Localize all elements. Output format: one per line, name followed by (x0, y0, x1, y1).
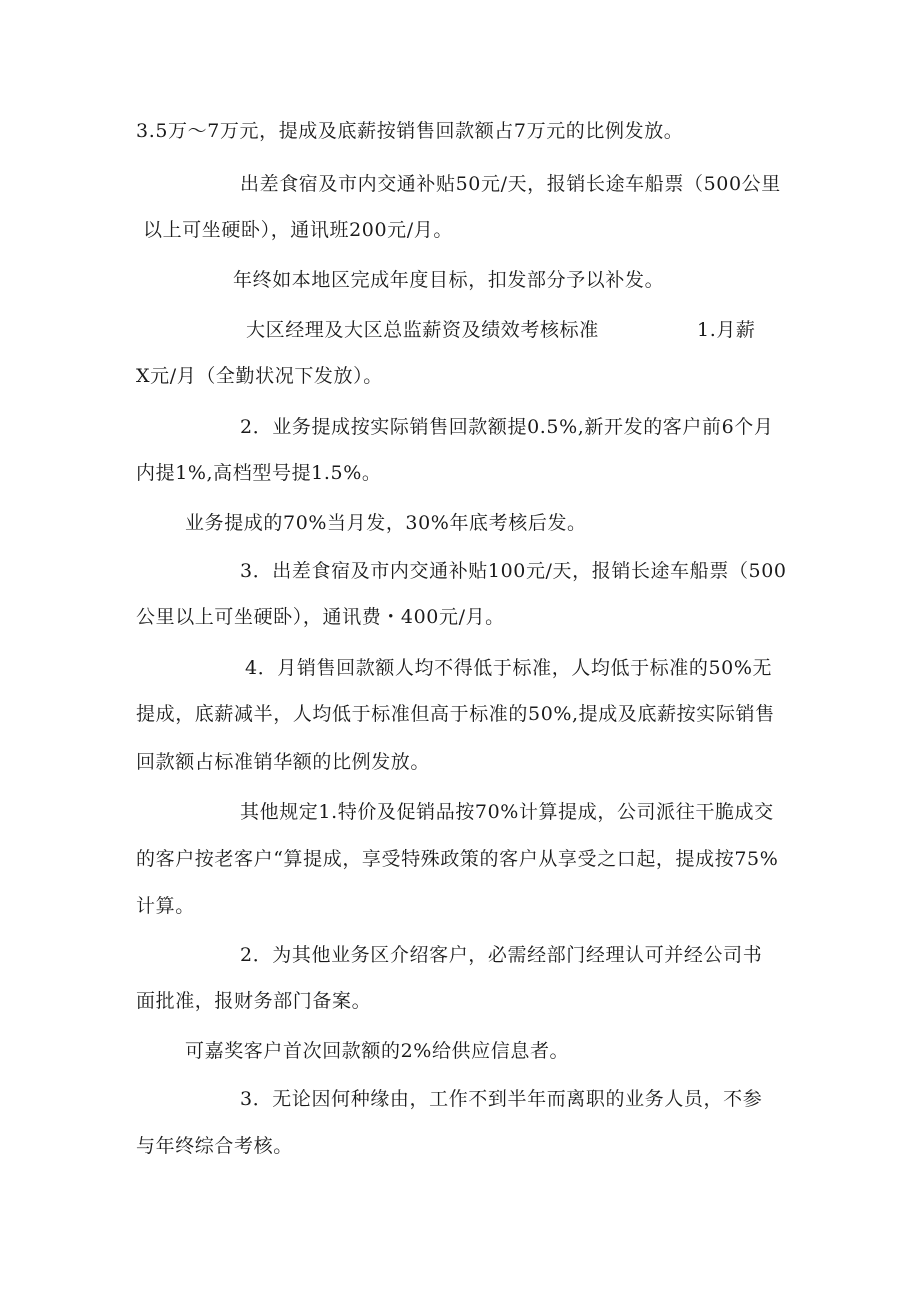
text-line-16: 其他规定1.特价及促销品按70%计算提成，公司派往干脆成交 (240, 801, 774, 823)
text-line-19: 2．为其他业务区介绍客户，必需经部门经理认可并经公司书 (240, 944, 763, 966)
text-line-14: 提成，底薪减半，人均低于标准但高于标准的50%,提成及底薪按实际销售 (136, 703, 775, 725)
text-line-10: 业务提成的70%当月发，30%年底考核后发。 (185, 512, 587, 534)
text-line-1: 3.5万～7万元，提成及底薪按销售回款额占7万元的比例发放。 (136, 120, 684, 142)
text-line-17: 的客户按老客户“算提成，享受特殊政策的客户从享受之口起，提成按75% (136, 848, 779, 870)
text-line-21: 可嘉奖客户首次回款额的2%给供应信息者。 (185, 1040, 570, 1062)
text-line-4: 年终如本地区完成年度目标，扣发部分予以补发。 (233, 269, 665, 291)
text-line-11: 3．出差食宿及市内交通补贴100元/天，报销长途车船票（500 (240, 560, 787, 582)
text-line-5: 大区经理及大区总监薪资及绩效考核标准 (246, 319, 599, 341)
text-line-9: 内提1%,高档型号提1.5%。 (136, 462, 382, 484)
text-line-3: 以上可坐硬卧），通讯班200元/月。 (143, 219, 453, 241)
text-line-12: 公里以上可坐硬卧），通讯费・400元/月。 (136, 606, 505, 628)
text-line-6: 1.月薪 (697, 319, 756, 341)
text-line-7: X元/月（全勤状况下发放）。 (136, 365, 383, 387)
text-line-13: 4．月销售回款额人均不得低于标准，人均低于标准的50%无 (245, 657, 773, 679)
text-line-2: 出差食宿及市内交通补贴50元/天，报销长途车船票（500公里 (240, 173, 781, 195)
text-line-23: 与年终综合考核。 (136, 1135, 293, 1157)
text-line-18: 计算。 (136, 895, 195, 917)
text-line-8: 2．业务提成按实际销售回款额提0.5%,新开发的客户前6个月 (240, 416, 774, 438)
text-line-20: 面批准，报财务部门备案。 (136, 990, 372, 1012)
text-line-22: 3．无论因何种缘由，工作不到半年而离职的业务人员，不参 (240, 1088, 763, 1110)
text-line-15: 回款额占标准销华额的比例发放。 (136, 751, 431, 773)
